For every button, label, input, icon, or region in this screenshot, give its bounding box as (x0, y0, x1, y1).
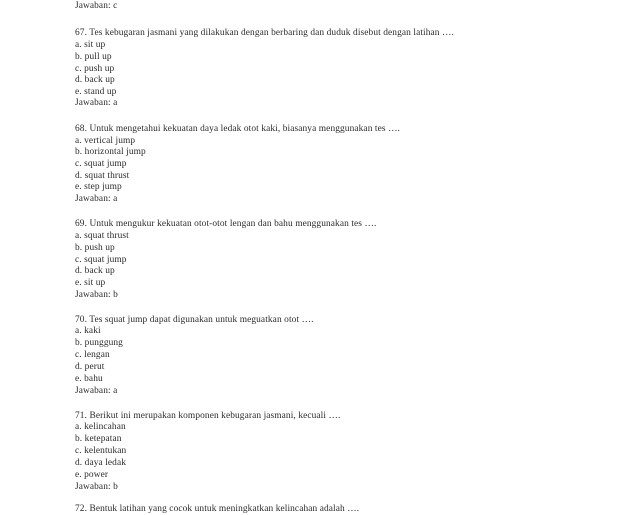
option-71c: c. kelentukan (75, 446, 127, 456)
answer-67: Jawaban: a (75, 98, 118, 108)
question-70: 70. Tes squat jump dapat digunakan untuk meguatkan otot …. (75, 315, 314, 325)
question-67: 67. Tes kebugaran jasmani yang dilakukan dengan berbaring dan duduk disebut dengan latihan …. (75, 28, 454, 38)
option-67c: c. push up (75, 64, 115, 74)
option-70b: b. punggung (75, 338, 123, 348)
question-72-partial: 72. Bentuk latihan yang cocok untuk meningkatkan kelincahan adalah …. (75, 504, 360, 514)
question-71: 71. Berikut ini merupakan komponen kebugaran jasmani, kecuali …. (75, 411, 341, 421)
option-68e: e. step jump (75, 182, 122, 192)
answer-71: Jawaban: b (75, 482, 118, 492)
option-70c: c. lengan (75, 350, 110, 360)
answer-69: Jawaban: b (75, 290, 118, 300)
previous-answer: Jawaban: c (75, 1, 118, 11)
question-69: 69. Untuk mengukur kekuatan otot-otot lengan dan bahu menggunakan tes …. (75, 219, 377, 229)
option-67d: d. back up (75, 75, 115, 85)
option-69b: b. push up (75, 243, 115, 253)
option-67a: a. sit up (75, 40, 106, 50)
option-71e: e. power (75, 470, 109, 480)
option-68a: a. vertical jump (75, 136, 136, 146)
option-69d: d. back up (75, 266, 115, 276)
option-68d: d. squat thrust (75, 171, 130, 181)
option-70d: d. perut (75, 362, 105, 372)
option-68c: c. squat jump (75, 159, 127, 169)
option-71d: d. daya ledak (75, 458, 127, 468)
option-67b: b. pull up (75, 52, 112, 62)
option-71a: a. kelincahan (75, 422, 126, 432)
option-69e: e. sit up (75, 278, 106, 288)
option-71b: b. ketepatan (75, 434, 122, 444)
option-69c: c. squat jump (75, 255, 127, 265)
question-68: 68. Untuk mengetahui kekuatan daya ledak otot kaki, biasanya menggunakan tes …. (75, 124, 400, 134)
option-68b: b. horizontal jump (75, 147, 146, 157)
option-67e: e. stand up (75, 87, 117, 97)
answer-68: Jawaban: a (75, 194, 118, 204)
option-70a: a. kaki (75, 326, 101, 336)
option-70e: e. bahu (75, 374, 103, 384)
answer-70: Jawaban: a (75, 386, 118, 396)
option-69a: a. squat thrust (75, 231, 129, 241)
